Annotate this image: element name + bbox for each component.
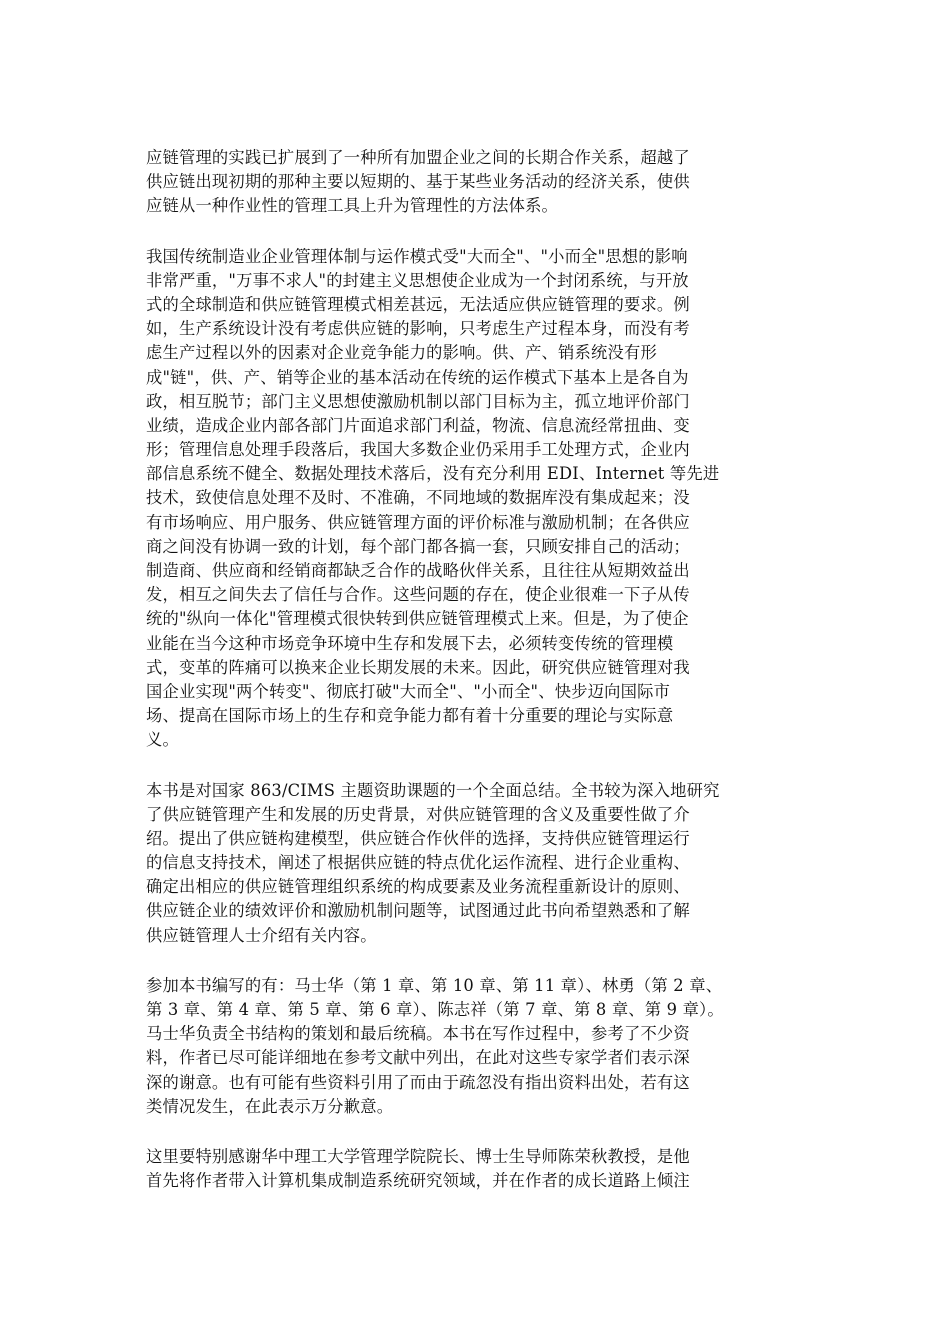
text-line: 类情况发生，在此表示万分歉意。	[146, 1096, 394, 1116]
paragraph-5	[146, 1145, 796, 1193]
text-line: 统的"纵向一体化"管理模式很快转到供应链管理模式上来。但是，为了使企	[146, 609, 689, 629]
text-line: 有市场响应、用户服务、供应链管理方面的评价标准与激励机制；在各供应	[146, 512, 690, 532]
text-line: 形；管理信息处理手段落后，我国大多数企业仍采用手工处理方式，企业内	[146, 440, 690, 460]
text-line: 马士华负责全书结构的策划和最后统稿。本书在写作过程中，参考了不少资	[146, 1024, 690, 1044]
text-line: 应链管理的实践已扩展到了一种所有加盟企业之间的长期合作关系，超越了	[146, 148, 690, 167]
text-line: 这里要特别感谢华中理工大学管理学院院长、博士生导师陈荣秋教授，是他	[146, 1146, 690, 1166]
document-page	[146, 146, 796, 1219]
text-line: 应链从一种作业性的管理工具上升为管理性的方法体系。	[146, 196, 559, 216]
text-line: 虑生产过程以外的因素对企业竞争能力的影响。供、产、销系统没有形	[146, 343, 657, 363]
text-line: 部信息系统不健全、数据处理技术落后，没有充分利用 EDI、Internet 等先进	[146, 464, 720, 484]
text-line: 供应链管理人士介绍有关内容。	[146, 925, 377, 945]
text-line: 技术，致使信息处理不及时、不准确，不同地域的数据库没有集成起来；没	[146, 488, 690, 508]
text-line: 式，变革的阵痛可以换来企业长期发展的未来。因此，研究供应链管理对我	[146, 657, 690, 677]
text-line: 绍。提出了供应链构建模型，供应链合作伙伴的选择，支持供应链管理运行	[146, 828, 690, 848]
paragraph-3	[146, 779, 796, 948]
text-line: 成"链"，供、产、销等企业的基本活动在传统的运作模式下基本上是各自为	[146, 367, 689, 387]
text-line: 参加本书编写的有：马士华（第 1 章、第 10 章、第 11 章）、林勇（第 2 章、	[146, 975, 723, 995]
text-line: 首先将作者带入计算机集成制造系统研究领域，并在作者的成长道路上倾注	[146, 1171, 690, 1191]
text-line: 政，相互脱节；部门主义思想使激励机制以部门目标为主，孤立地评价部门	[146, 391, 690, 411]
text-line: 供应链企业的绩效评价和激励机制问题等，试图通过此书向希望熟悉和了解	[146, 901, 690, 921]
paragraph-4	[146, 974, 796, 1119]
text-line: 的信息支持技术，阐述了根据供应链的特点优化运作流程、进行企业重构、	[146, 853, 690, 873]
text-line: 业绩，造成企业内部各部门片面追求部门利益，物流、信息流经常扭曲、变	[146, 415, 690, 435]
text-line: 场、提高在国际市场上的生存和竞争能力都有着十分重要的理论与实际意	[146, 706, 674, 726]
text-line: 料，作者已尽可能详细地在参考文献中列出，在此对这些专家学者们表示深	[146, 1048, 690, 1068]
text-line: 非常严重，"万事不求人"的封建主义思想使企业成为一个封闭系统，与开放	[146, 270, 689, 290]
paragraph-1	[146, 146, 796, 219]
text-line: 深的谢意。也有可能有些资料引用了而由于疏忽没有指出资料出处，若有这	[146, 1072, 690, 1092]
text-line: 了供应链管理产生和发展的历史背景，对供应链管理的含义及重要性做了介	[146, 804, 690, 824]
text-line: 义。	[146, 730, 179, 750]
text-line: 本书是对国家 863/CIMS 主题资助课题的一个全面总结。全书较为深入地研究	[146, 780, 720, 800]
text-line: 制造商、供应商和经销商都缺乏合作的战略伙伴关系，且往往从短期效益出	[146, 561, 690, 580]
text-line: 供应链出现初期的那种主要以短期的、基于某些业务活动的经济关系，使供	[146, 172, 690, 192]
text-line: 式的全球制造和供应链管理模式相差甚远，无法适应供应链管理的要求。例	[146, 294, 690, 314]
text-line: 商之间没有协调一致的计划，每个部门都各搞一套，只顾安排自己的活动；	[146, 536, 690, 556]
text-line: 确定出相应的供应链管理组织系统的构成要素及业务流程重新设计的原则、	[146, 877, 690, 897]
text-line: 我国传统制造业企业管理体制与运作模式受"大而全"、"小而全"思想的影响	[146, 246, 688, 266]
text-line: 第 3 章、第 4 章、第 5 章、第 6 章）、陈志祥（第 7 章、第 8 章、第 9 章）。	[146, 1000, 724, 1019]
paragraph-2	[146, 245, 796, 753]
text-line: 业能在当今这种市场竞争环境中生存和发展下去，必须转变传统的管理模	[146, 633, 674, 653]
text-line: 如，生产系统设计没有考虑供应链的影响，只考虑生产过程本身，而没有考	[146, 319, 690, 339]
text-line: 国企业实现"两个转变"、彻底打破"大而全"、"小而全"、快步迈向国际市	[146, 681, 671, 701]
text-line: 发，相互之间失去了信任与合作。这些问题的存在，使企业很难一下子从传	[146, 585, 690, 605]
